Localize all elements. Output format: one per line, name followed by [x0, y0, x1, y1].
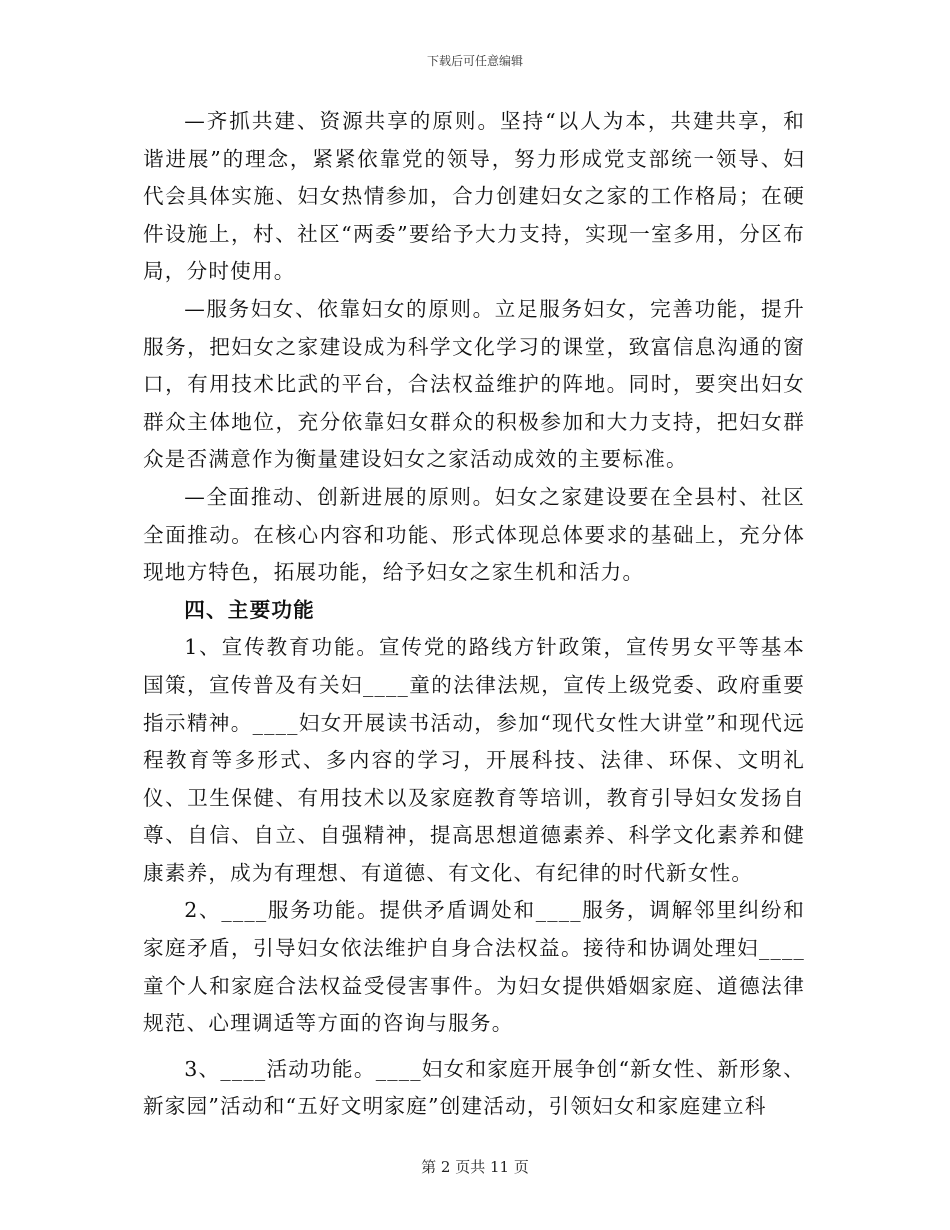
- paragraph-function-activities: 3、____活动功能。____妇女和家庭开展争创“新女性、新形象、新家园”活动和“五好文明家庭”创建活动，引领妇女和家庭建立科: [143, 1056, 805, 1119]
- paragraph-function-publicity-education: 1、宣传教育功能。宣传党的路线方针政策，宣传男女平等基本国策，宣传普及有关妇____童的法律法规，宣传上级党委、政府重要指示精神。____妇女开展读书活动，参加“现代女性大讲堂”和现代远程教育等多形式、多内容的学习，开展科技、法律、环保、文明礼仪、卫生保健、有用技术以及家庭教育等培训，教育引导妇女发扬自尊、自信、自立、自强精神，提高思想道德素养、科学文化素养和健康素养，成为有理想、有道德、有文化、有纪律的时代新女性。: [143, 635, 805, 885]
- page-header: 下载后可任意编辑: [426, 54, 523, 68]
- document-body: [143, 103, 805, 1126]
- paragraph-principle-comprehensive-promotion: —全面推动、创新进展的原则。妇女之家建设要在全县村、社区全面推动。在核心内容和功能、形式体现总体要求的基础上，充分体现地方特色，拓展功能，给予妇女之家生机和活力。: [143, 484, 805, 585]
- section-heading-main-functions: 四、主要功能: [184, 597, 315, 622]
- paragraph-principle-serving-women: —服务妇女、依靠妇女的原则。立足服务妇女，完善功能，提升服务，把妇女之家建设成为科学文化学习的课堂，致富信息沟通的窗口，有用技术比武的平台，合法权益维护的阵地。同时，要突出妇女群众主体地位，充分依靠妇女群众的积极参加和大力支持，把妇女群众是否满意作为衡量建设妇女之家活动成效的主要标准。: [143, 296, 805, 472]
- paragraph-principle-joint-building: —齐抓共建、资源共享的原则。坚持“以人为本，共建共享，和谐进展”的理念，紧紧依靠党的领导，努力形成党支部统一领导、妇代会具体实施、妇女热情参加，合力创建妇女之家的工作格局；在硬件设施上，村、社区“两委”要给予大力支持，实现一室多用，分区布局，分时使用。: [143, 109, 805, 284]
- paragraph-function-service: 2、____服务功能。提供矛盾调处和____服务，调解邻里纠纷和家庭矛盾，引导妇女依法维护自身合法权益。接待和协调处理妇____童个人和家庭合法权益受侵害事件。为妇女提供婚姻家庭、道德法律规范、心理调适等方面的咨询与服务。: [143, 898, 805, 1036]
- page-number: 第 2 页共 11 页: [421, 1158, 529, 1176]
